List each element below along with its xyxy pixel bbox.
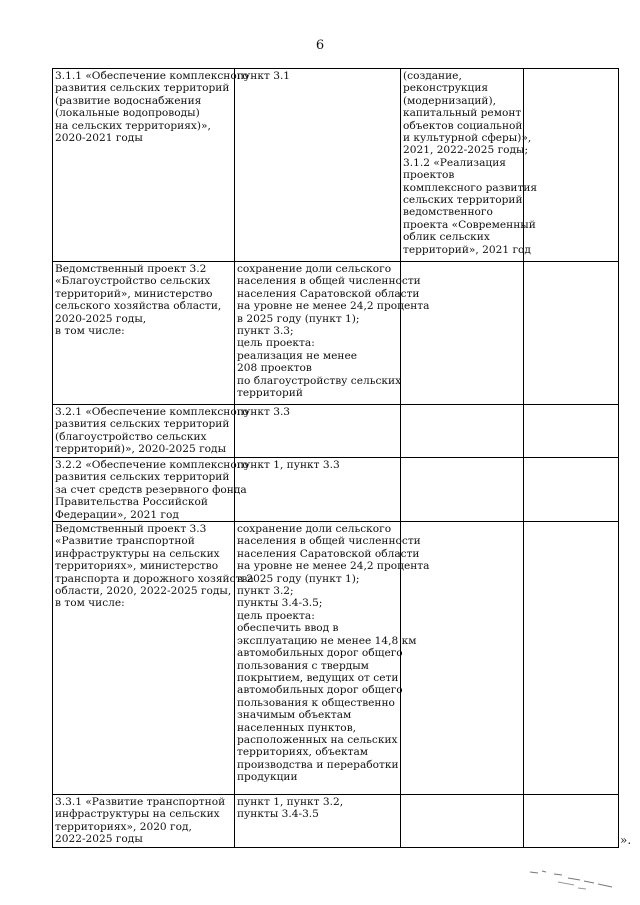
- cell-text-line: развития сельских территорий: [55, 82, 230, 95]
- cell-text-line: пункт 1, пункт 3.2,: [237, 796, 344, 809]
- program-table: [52, 68, 619, 848]
- cell-text-line: территориях, объектам: [237, 746, 369, 759]
- empty-cell: [524, 522, 619, 795]
- table-row: [53, 458, 619, 522]
- cell-text-line: 2020-2021 годы: [55, 132, 143, 145]
- cell-text-line: пользования к общественно: [237, 696, 395, 709]
- cell-text-line: населения Саратовской области: [237, 287, 420, 300]
- cell-text-line: (локальные водопроводы): [55, 107, 200, 120]
- indicator-link-cell: [235, 795, 401, 848]
- cell-text-line: пользования с твердым: [237, 659, 369, 672]
- cell-text-line: развития сельских территорий: [55, 471, 230, 484]
- closing-quote-mark: ».: [620, 833, 632, 847]
- cell-text-line: населения в общей численности: [237, 535, 421, 548]
- cell-text-line: 3.1.2 «Реализация: [403, 156, 506, 169]
- cell-text-line: 2022-2025 годы: [55, 833, 143, 846]
- cell-text-line: области, 2020, 2022-2025 годы,: [55, 585, 232, 598]
- cell-text-line: значимым объектам: [237, 709, 352, 722]
- continuation-cell: [401, 405, 524, 458]
- cell-text-line: 208 проектов: [237, 362, 312, 375]
- activity-name-cell: [53, 69, 249, 262]
- cell-text-line: Правительства Российской: [55, 496, 208, 509]
- cell-text-line: продукции: [237, 771, 298, 784]
- cell-text-line: в том числе:: [55, 325, 125, 338]
- cell-text-line: пункт 3.2;: [237, 585, 294, 598]
- cell-text-line: территорий)», 2020-2025 годы: [55, 443, 226, 456]
- cell-text-line: территорий», министерство: [55, 287, 213, 300]
- cell-text-line: в 2025 году (пункт 1);: [237, 312, 360, 325]
- cell-text-line: пункт 3.1: [237, 70, 291, 82]
- cell-text-line: 3.1.1 «Обеспечение комплексного: [55, 70, 249, 82]
- cell-text-line: цель проекта:: [237, 609, 315, 622]
- page-number: 6: [315, 38, 325, 53]
- cell-text-line: 2021, 2022-2025 годы;: [403, 144, 529, 157]
- cell-text-line: территорий: [237, 387, 303, 400]
- cell-text-line: пункт 1, пункт 3.3: [237, 459, 340, 471]
- table-row: [53, 405, 619, 458]
- indicator-link-cell: [235, 69, 401, 262]
- cell-text-line: и культурной сферы)»,: [403, 132, 532, 145]
- activity-name-cell: [53, 405, 249, 458]
- cell-text-line: населенных пунктов,: [237, 721, 357, 734]
- empty-cell: [524, 795, 619, 848]
- continuation-cell: [401, 458, 524, 522]
- cell-text-line: 3.2.2 «Обеспечение комплексного: [55, 459, 249, 471]
- activity-name-cell: [53, 522, 254, 795]
- table-row: [53, 522, 619, 795]
- cell-text-line: территориях», министерство: [55, 560, 219, 573]
- cell-text-line: сельских территорий: [403, 194, 523, 207]
- cell-text-line: сельского хозяйства области,: [55, 300, 222, 313]
- cell-text-line: облик сельских: [403, 231, 490, 244]
- cell-text-line: населения в общей численности: [237, 275, 421, 288]
- cell-text-line: пункт 3.3;: [237, 325, 294, 338]
- scan-smudge-icon: [528, 866, 618, 892]
- program-table-body: [53, 69, 619, 848]
- cell-text-line: транспорта и дорожного хозяйства: [55, 572, 254, 585]
- activity-name-cell: [53, 458, 249, 522]
- indicator-link-cell: [235, 262, 430, 405]
- cell-text-line: населения Саратовской области: [237, 547, 420, 560]
- cell-text-line: 3.3.1 «Развитие транспортной: [55, 796, 226, 809]
- cell-text-line: капитальный ремонт: [403, 107, 522, 120]
- cell-text-line: покрытием, ведущих от сети: [237, 671, 399, 684]
- cell-text-line: в том числе:: [55, 597, 125, 610]
- cell-text-line: за счет средств резервного фонда: [55, 483, 247, 496]
- cell-text-line: 2020-2025 годы,: [55, 312, 147, 325]
- cell-text-line: «Благоустройство сельских: [55, 275, 211, 288]
- cell-text-line: пункт 3.3: [237, 406, 291, 418]
- cell-text-line: территориях», 2020 год,: [55, 820, 192, 833]
- cell-text-line: реализация не менее: [237, 349, 357, 362]
- table-row: [53, 795, 619, 848]
- cell-text-line: на сельских территориях)»,: [55, 119, 211, 132]
- cell-text-line: Ведомственный проект 3.2: [55, 263, 207, 275]
- cell-text-line: автомобильных дорог общего: [237, 647, 403, 660]
- table-row: [53, 69, 619, 262]
- cell-text-line: реконструкция: [403, 82, 489, 95]
- cell-text-line: автомобильных дорог общего: [237, 684, 403, 697]
- cell-text-line: (развитие водоснабжения: [55, 94, 202, 107]
- cell-text-line: Федерации», 2021 год: [55, 508, 179, 521]
- cell-text-line: 3.2.1 «Обеспечение комплексного: [55, 406, 249, 418]
- cell-text-line: расположенных на сельских: [237, 733, 398, 746]
- cell-text-line: пункты 3.4-3.5;: [237, 597, 323, 610]
- cell-text-line: «Развитие транспортной: [55, 535, 195, 548]
- cell-text-line: (создание,: [403, 70, 462, 82]
- cell-text-line: пункты 3.4-3.5: [237, 808, 319, 821]
- cell-text-line: на уровне не менее 24,2 процента: [237, 300, 430, 313]
- continuation-cell: [401, 795, 524, 848]
- cell-text-line: территорий», 2021 год: [403, 243, 531, 256]
- empty-cell: [524, 69, 619, 262]
- indicator-link-cell: [235, 522, 430, 795]
- empty-cell: [524, 262, 619, 405]
- cell-text-line: (модернизаций),: [403, 94, 496, 107]
- cell-text-line: обеспечить ввод в: [237, 622, 339, 635]
- cell-text-line: (благоустройство сельских: [55, 430, 207, 443]
- activity-name-cell: [53, 262, 235, 405]
- cell-text-line: проекта «Современный: [403, 218, 536, 231]
- cell-text-line: цель проекта:: [237, 337, 315, 350]
- activity-name-cell: [53, 795, 235, 848]
- cell-text-line: по благоустройству сельских: [237, 374, 402, 387]
- cell-text-line: проектов: [403, 169, 455, 182]
- cell-text-line: в 2025 году (пункт 1);: [237, 572, 360, 585]
- cell-text-line: эксплуатацию не менее 14,8 км: [237, 634, 417, 647]
- cell-text-line: сохранение доли сельского: [237, 523, 392, 536]
- cell-text-line: на уровне не менее 24,2 процента: [237, 560, 430, 573]
- continuation-cell: [401, 69, 538, 262]
- cell-text-line: инфраструктуры на сельских: [55, 808, 220, 821]
- cell-text-line: комплексного развития: [403, 181, 538, 194]
- cell-text-line: развития сельских территорий: [55, 418, 230, 431]
- cell-text-line: производства и переработки: [237, 758, 399, 771]
- table-row: [53, 262, 619, 405]
- cell-text-line: ведомственного: [403, 206, 493, 219]
- cell-text-line: Ведомственный проект 3.3: [55, 523, 207, 536]
- cell-text-line: объектов социальной: [403, 119, 523, 132]
- cell-text-line: инфраструктуры на сельских: [55, 547, 220, 560]
- empty-cell: [524, 405, 619, 458]
- indicator-link-cell: [235, 458, 401, 522]
- empty-cell: [524, 458, 619, 522]
- indicator-link-cell: [235, 405, 401, 458]
- cell-text-line: сохранение доли сельского: [237, 263, 392, 275]
